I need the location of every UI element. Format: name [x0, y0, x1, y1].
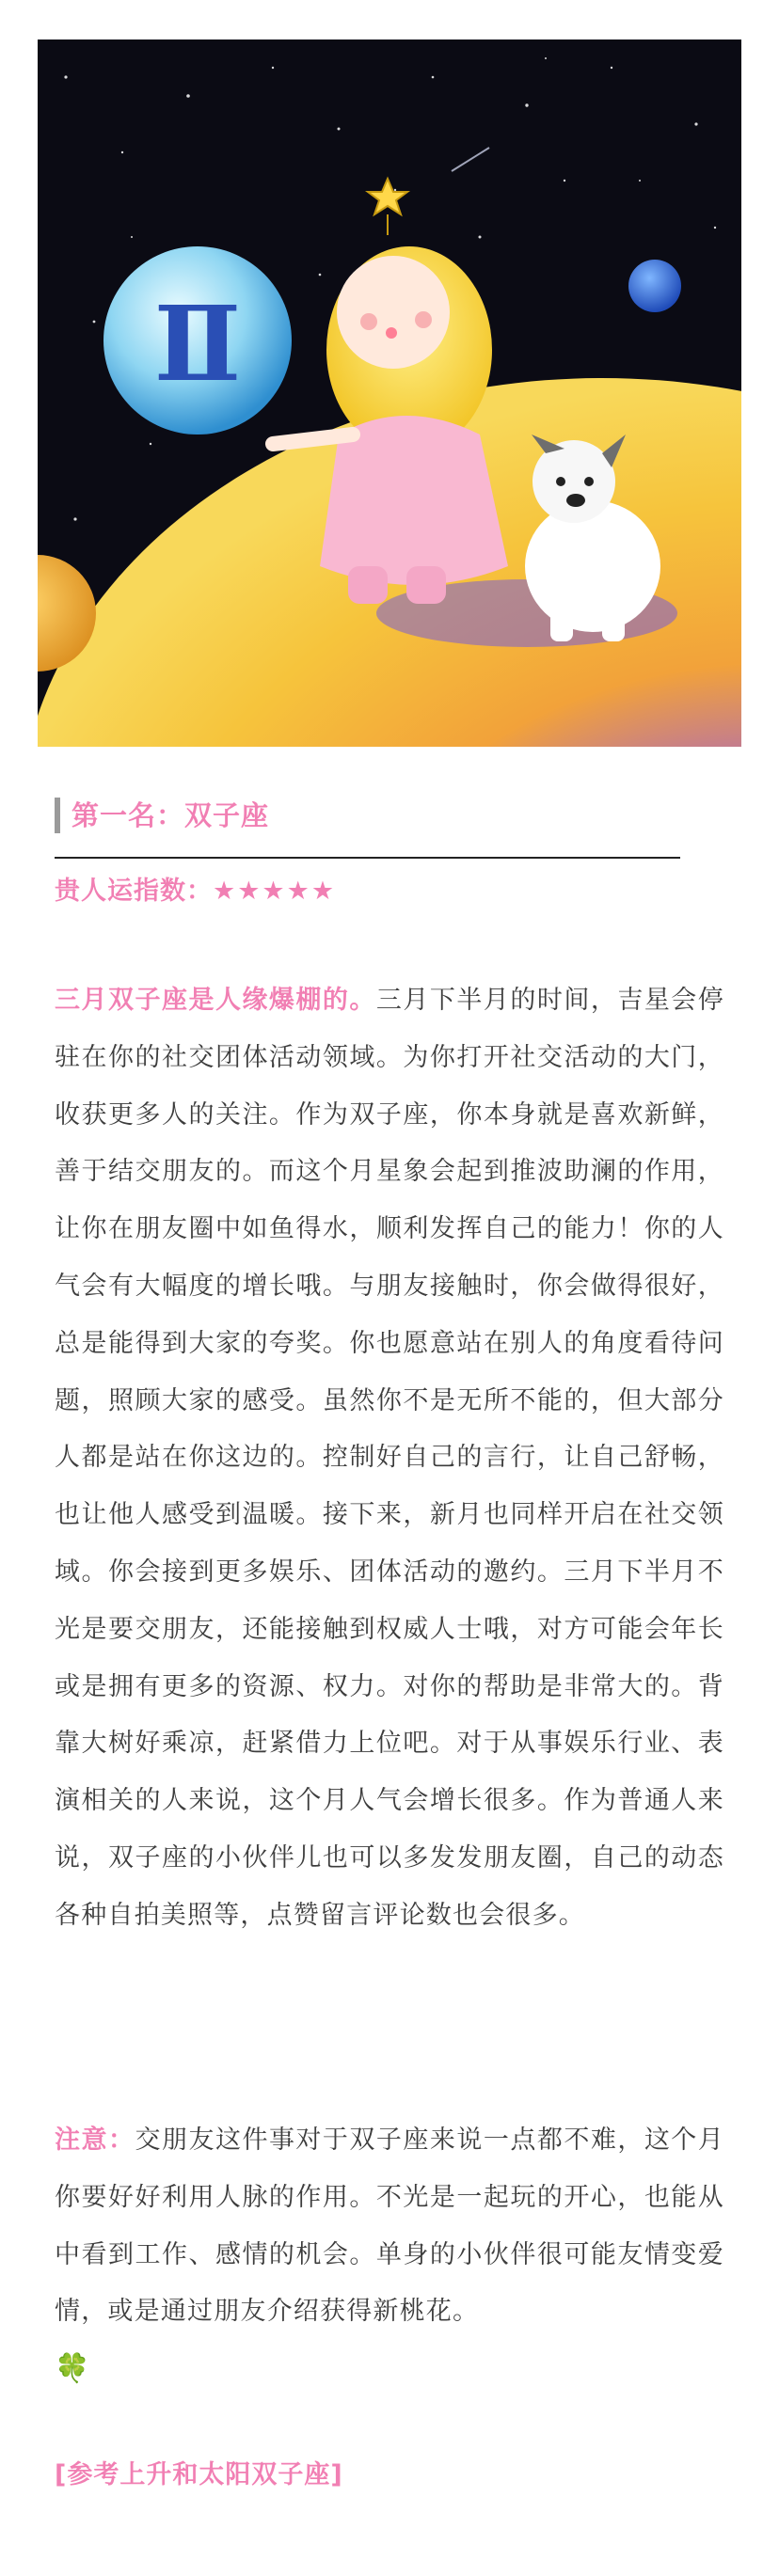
heading-divider — [55, 857, 680, 859]
gemini-planet-icon — [103, 246, 292, 435]
luck-index — [55, 873, 336, 910]
clover-icon: 🍀 — [55, 2352, 91, 2386]
paragraph-overview-body: 三月下半月的时间，吉星会停驻在你的社交团体活动领域。为你打开社交活动的大门，收获更多人的关注。作为双子座，你本身就是喜欢新鲜，善于结交朋友的。而这个月星象会起到推波助澜的作用，让你在朋友圈中如鱼得水，顺利发挥自己的能力！你的人气会有大幅度的增长哦。与朋友接触时，你会做得很好，总是能得到大家的夸奖。你也愿意站在别人的角度看待问题，照顾大家的感受。虽然你不是无所不能的，但大部分人都是站在你这边的。控制好自己的言行，让自己舒畅，也让他人感受到温暖。接下来，新月也同样开启在社交领域。你会接到更多娱乐、团体活动的邀约。三月下半月不光是要交朋友，还能接触到权威人士哦，对方可能会年长或是拥有更多的资源、权力。对你的帮助是非常大的。背靠大树好乘凉，赶紧借力上位吧。对于从事娱乐行业、表演相关的人来说，这个月人气会增长很多。作为普通人来说，双子座的小伙伴儿也可以多发发朋友圈，自己的动态各种自拍美照等，点赞留言评论数也会很多。 — [55, 986, 724, 1930]
paragraph-note-body: 交朋友这件事对于双子座来说一点都不难，这个月你要好好利用人脉的作用。不光是一起玩的开心，也能从中看到工作、感情的机会。单身的小伙伴很可能友情变爱情，或是通过朋友介绍获得新桃花。 — [55, 2126, 724, 2327]
reference-link[interactable]: [参考上升和太阳双子座] — [55, 2460, 343, 2489]
paragraph-note — [55, 2112, 724, 2399]
hero-illustration — [38, 40, 741, 747]
paragraph-overview — [55, 972, 724, 1945]
svg-text:Ⅱ: Ⅱ — [153, 283, 242, 404]
paragraph-overview-lead: 三月双子座是人缘爆棚的。 — [55, 986, 376, 1015]
paragraph-note-lead: 注意： — [55, 2126, 135, 2155]
luck-stars: ★★★★★ — [213, 877, 337, 906]
section-title: 第一名：双子座 — [55, 798, 269, 833]
luck-label: 贵人运指数： — [55, 877, 213, 906]
